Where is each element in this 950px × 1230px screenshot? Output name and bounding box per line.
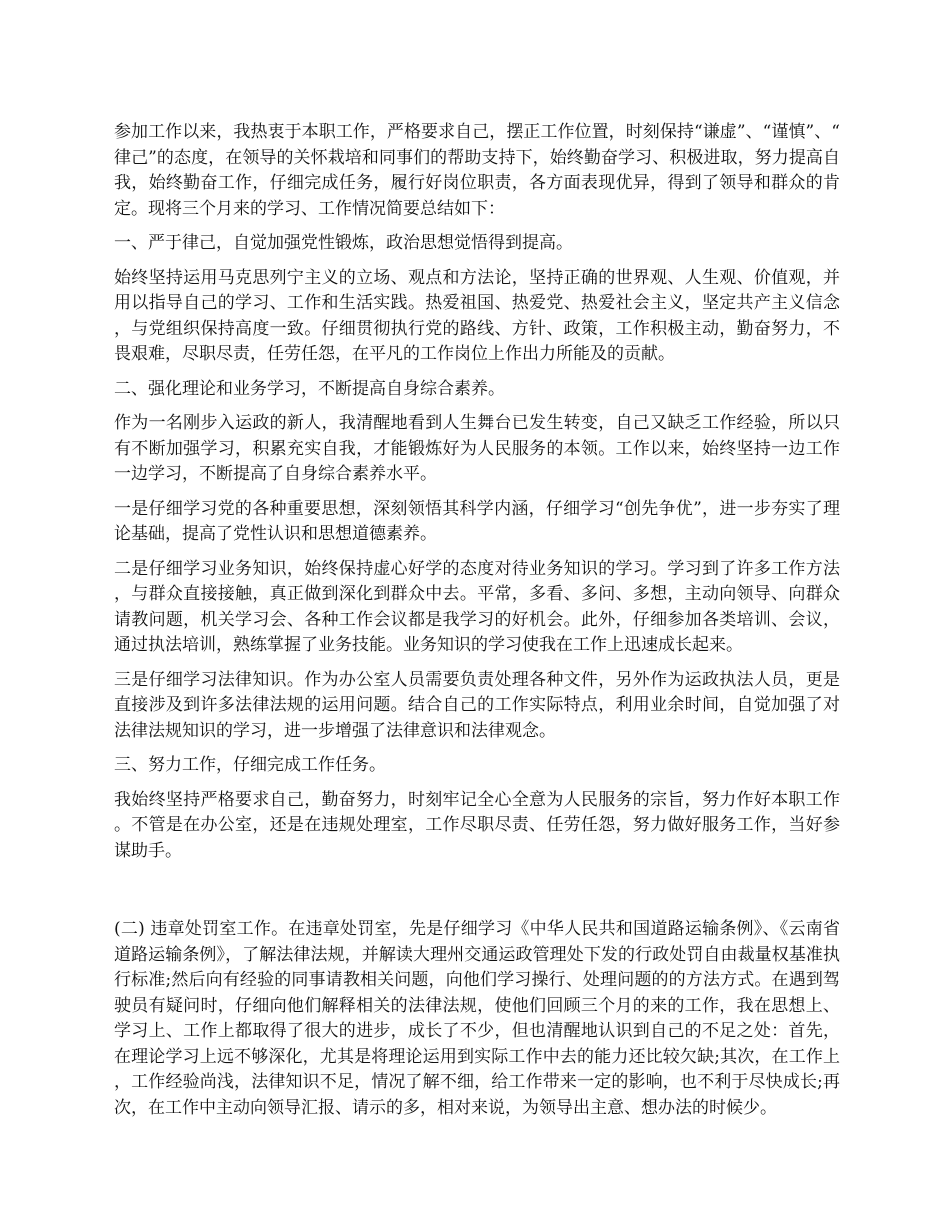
intro-paragraph: 参加工作以来，我热衷于本职工作，严格要求自己，摆正工作位置，时刻保持“谦虚”、“谨慎”、“律己”的态度，在领导的关怀栽培和同事们的帮助支持下，始终勤奋学习、积极进取，努力提高自我，始终勤奋工作，仔细完成任务，履行好岗位职责，各方面表现优异，得到了领导和群众的肯定。现将三个月来的学习、工作情况简要总结如下： — [114, 122, 840, 219]
section-2-point-1: 一是仔细学习党的各种重要思想，深刻领悟其科学内涵，仔细学习“创先争优”，进一步夯实了理论基础，提高了党性认识和思想道德素养。 — [114, 498, 840, 544]
section-2-paragraph: 作为一名刚步入运政的新人，我清醒地看到人生舞台已发生转变，自己又缺乏工作经验，所以只有不断加强学习，积累充实自我，才能锻炼好为人民服务的本领。工作以来，始终坚持一边工作一边学习，不断提高了自身综合素养水平。 — [114, 413, 840, 484]
section-2-point-2: 二是仔细学习业务知识，始终保持虚心好学的态度对待业务知识的学习。学习到了许多工作方法，与群众直接接触，真正做到深化到群众中去。平常，多看、多问、多想，主动向领导、向群众请教问题，机关学习会、各种工作会议都是我学习的好机会。此外，仔细参加各类培训、会议，通过执法培训，熟练掌握了业务技能。业务知识的学习使我在工作上迅速成长起来。 — [114, 558, 840, 655]
document-body — [114, 120, 840, 1130]
blank-gap — [114, 873, 840, 917]
section-3-heading: 三、努力工作，仔细完成工作任务。 — [114, 755, 386, 775]
section-3-paragraph: 我始终坚持严格要求自己，勤奋努力，时刻牢记全心全意为人民服务的宗旨，努力作好本职工作。不管是在办公室，还是在违规处理室，工作尽职尽责、任劳任怨，努力做好服务工作，当好参谋助手。 — [114, 789, 840, 861]
section-2-point-3: 三是仔细学习法律知识。作为办公室人员需要负责处理各种文件，另外作为运政执法人员，更是直接涉及到许多法律法规的运用问题。结合自己的工作实际特点，利用业余时间，自觉加强了对法律法规知识的学习，进一步增强了法律意识和法律观念。 — [114, 669, 840, 741]
section-4-paragraph: (二) 违章处罚室工作。在违章处罚室，先是仔细学习《中华人民共和国道路运输条例》、《云南省道路运输条例》，了解法律法规，并解读大理州交通运政管理处下发的行政处罚自由裁量权基准执行标准;然后向有经验的同事请教相关问题，向他们学习操行、处理问题的的方法方式。在遇到驾驶员有疑问时，仔细向他们解释相关的法律法规，使他们回顾三个月的来的工作，我在思想上、学习上、工作上都取得了很大的进步，成长了不少，但也清醒地认识到自己的不足之处：首先，在理论学习上远不够深化，尤其是将理论运用到实际工作中去的能力还比较欠缺;其次，在工作上，工作经验尚浅，法律知识不足，情况了解不细，给工作带来一定的影响，也不利于尽快成长;再次，在工作中主动向领导汇报、请示的多，相对来说，为领导出主意、想办法的时候少。 — [114, 919, 840, 1118]
section-2-heading: 二、强化理论和业务学习，不断提高自身综合素养。 — [114, 378, 505, 399]
section-1-heading: 一、严于律己，自觉加强党性锻炼，政治思想觉悟得到提高。 — [114, 233, 573, 253]
section-1-paragraph: 始终坚持运用马克思列宁主义的立场、观点和方法论，坚持正确的世界观、人生观、价值观，并用以指导自己的学习、工作和生活实践。热爱祖国、热爱党、热爱社会主义，坚定共产主义信念，与党组织保持高度一致。仔细贯彻执行党的路线、方针、政策，工作积极主动，勤奋努力，不畏艰难，尽职尽责，任劳任怨，在平凡的工作岗位上作出力所能及的贡献。 — [114, 267, 840, 364]
